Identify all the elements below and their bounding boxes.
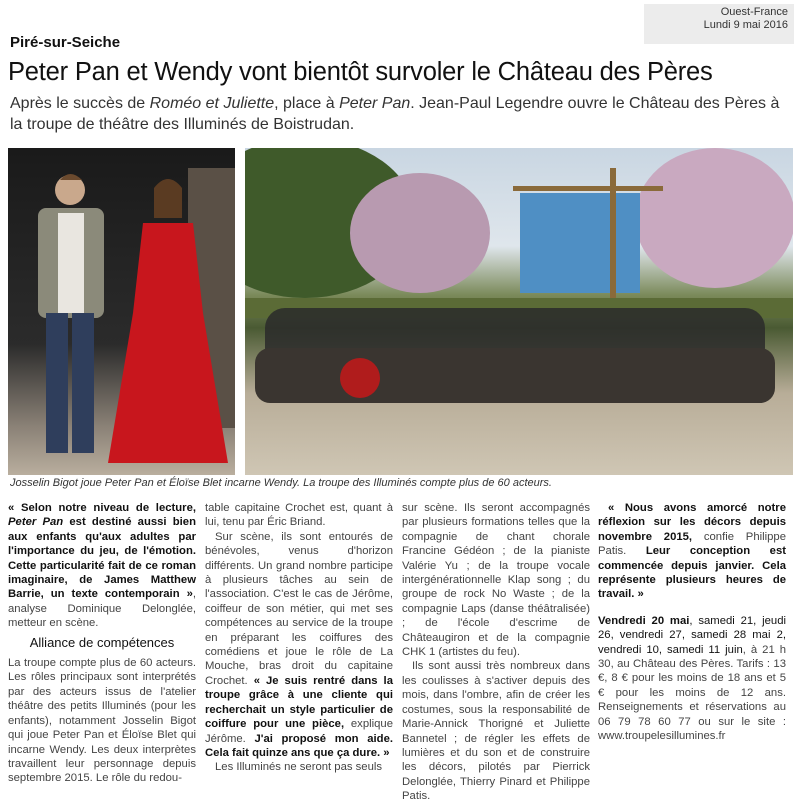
article-column-4 — [598, 501, 786, 744]
text-run: confie Philippe Patis. — [598, 530, 786, 558]
article-column-2 — [205, 501, 393, 775]
photo-troupe-group — [245, 148, 793, 475]
spacer — [598, 602, 786, 614]
paragraph — [205, 530, 393, 761]
text-run: table capitaine Crochet est, quant à lui, tenu par Éric Briand. — [205, 502, 393, 529]
paragraph — [8, 656, 196, 786]
text-run: Roméo et Juliette — [149, 95, 275, 112]
paragraph — [598, 614, 786, 744]
text-run: , analyse Dominique Delonglée, metteur en scène. — [8, 588, 196, 630]
text-run: La troupe compte plus de 60 acteurs. Les rôles principaux sont interprétés par des acteurs issus de l'atelier théâtre des petits Illuminés (pour les enfants), notamment Josselin Bigot qui joue Peter Pan et Éloïse Blet qui incarne Wendy. Les deux interprètes travaillent leur personnage depuis septembre 2015. Le rôle du redou- — [8, 657, 196, 785]
paragraph — [205, 760, 393, 774]
photo-caption: Josselin Bigot joue Peter Pan et Éloïse Blet incarne Wendy. La troupe des Illuminés compte plus de 60 acteurs. — [10, 477, 552, 489]
newspaper-name: Ouest-France — [720, 6, 788, 18]
subheading: Alliance de compétences — [29, 634, 175, 650]
text-run: « Je suis rentré dans la troupe grâce à une cliente qui recherchait un style particulier de coiffure pour une pièce, — [205, 674, 393, 731]
photo-illustration — [8, 148, 235, 475]
photo-peter-pan-and-wendy — [8, 148, 235, 475]
text-run: explique Jérôme. — [205, 718, 393, 745]
publication-date: Lundi 9 mai 2016 — [703, 19, 788, 31]
text-run: , à 21 h 30, au Château des Pères. Tarifs : 13 €, 8 € pour les moins de 18 ans et 5 € pour les moins de 12 ans. Renseignements et réservations au 06 79 78 60 77 ou sur le site : www.troupelesillumines.fr — [598, 643, 787, 743]
text-run: Peter Pan — [339, 95, 411, 112]
paragraph — [598, 501, 786, 602]
text-run: « Selon notre niveau de lecture, — [8, 502, 196, 514]
text-run: « Nous avons amorcé notre réflexion sur les décors depuis novembre 2015, — [598, 502, 786, 543]
text-run: . Jean-Paul Legendre ouvre le Château des Pères à la troupe de théâtre des Illuminés de Boistrudan. — [10, 95, 780, 133]
paragraph — [205, 501, 393, 530]
article-column-3 — [402, 501, 590, 804]
text-run: Après le succès de — [10, 95, 150, 112]
text-run: Les Illuminés ne seront pas seuls — [215, 761, 383, 774]
location-kicker: Piré-sur-Seiche — [10, 34, 121, 51]
paragraph — [8, 501, 196, 631]
article-standfirst — [10, 93, 790, 135]
paragraph — [402, 659, 590, 803]
text-run: , place à — [274, 95, 340, 112]
text-run: est destiné aussi bien aux enfants qu'aux adultes par l'importance du jeu, de l'émotion. Cette particularité fait de ce roman imaginaire, de James Matthew Barrie, un texte contemporain » — [8, 516, 196, 601]
article-column-1 — [8, 501, 196, 786]
text-run: J'ai proposé mon aide. Cela fait quinze ans que ça dure. » — [205, 732, 393, 759]
text-run: , samedi 21, jeudi 26, vendredi 27, samedi 28 mai 2, vendredi 10, samedi 11 juin — [598, 614, 787, 656]
text-run: sur scène. Ils seront accompagnés par plusieurs formations telles que la compagnie de chant chorale Francine Gédéon ; de la pianiste Valérie Yu ; de la troupe vocale intergénérationnelle Klap song ; du groupe de rock No Waste ; de la compagnie Laps (danse théâtralisée) ; de l'école d'escrime de Châteaugiron et de la compagnie CHK 1 (artistes du feu). — [402, 502, 590, 659]
paragraph — [402, 501, 590, 659]
text-run: Peter Pan — [8, 516, 64, 529]
masthead — [644, 4, 794, 44]
photo-illustration — [245, 148, 793, 475]
article-title: Peter Pan et Wendy vont bientôt survoler le Château des Pères — [8, 58, 713, 86]
text-run: Leur conception est commencée depuis janvier. Cela représente plusieurs heures de travail. » — [598, 545, 786, 601]
text-run: Sur scène, ils sont entourés de bénévoles, venus d'horizon différents. Un grand nombre participe à plusieurs tâches au sein de l'association. C'est le cas de Jérôme, coiffeur de son métier, qui met ses compétences au service de la troupe en préparant les coiffures des comédiens et joue le rôle de La Mouche, bras droit du capitaine Crochet. — [205, 530, 393, 687]
text-run: Vendredi 20 mai — [598, 614, 690, 627]
text-run: Ils sont aussi très nombreux dans les coulisses à s'activer depuis des mois, dans l'ombre, afin de créer les costumes, sous la responsabilité de Marie-Annick Thorigné et Juliette Bannetel ; de régler les effets de lumières et du son et de construire les décors, pilotés par Pierrick Delonglée, Thierry Pinard et Philippe Patis. — [402, 660, 590, 803]
